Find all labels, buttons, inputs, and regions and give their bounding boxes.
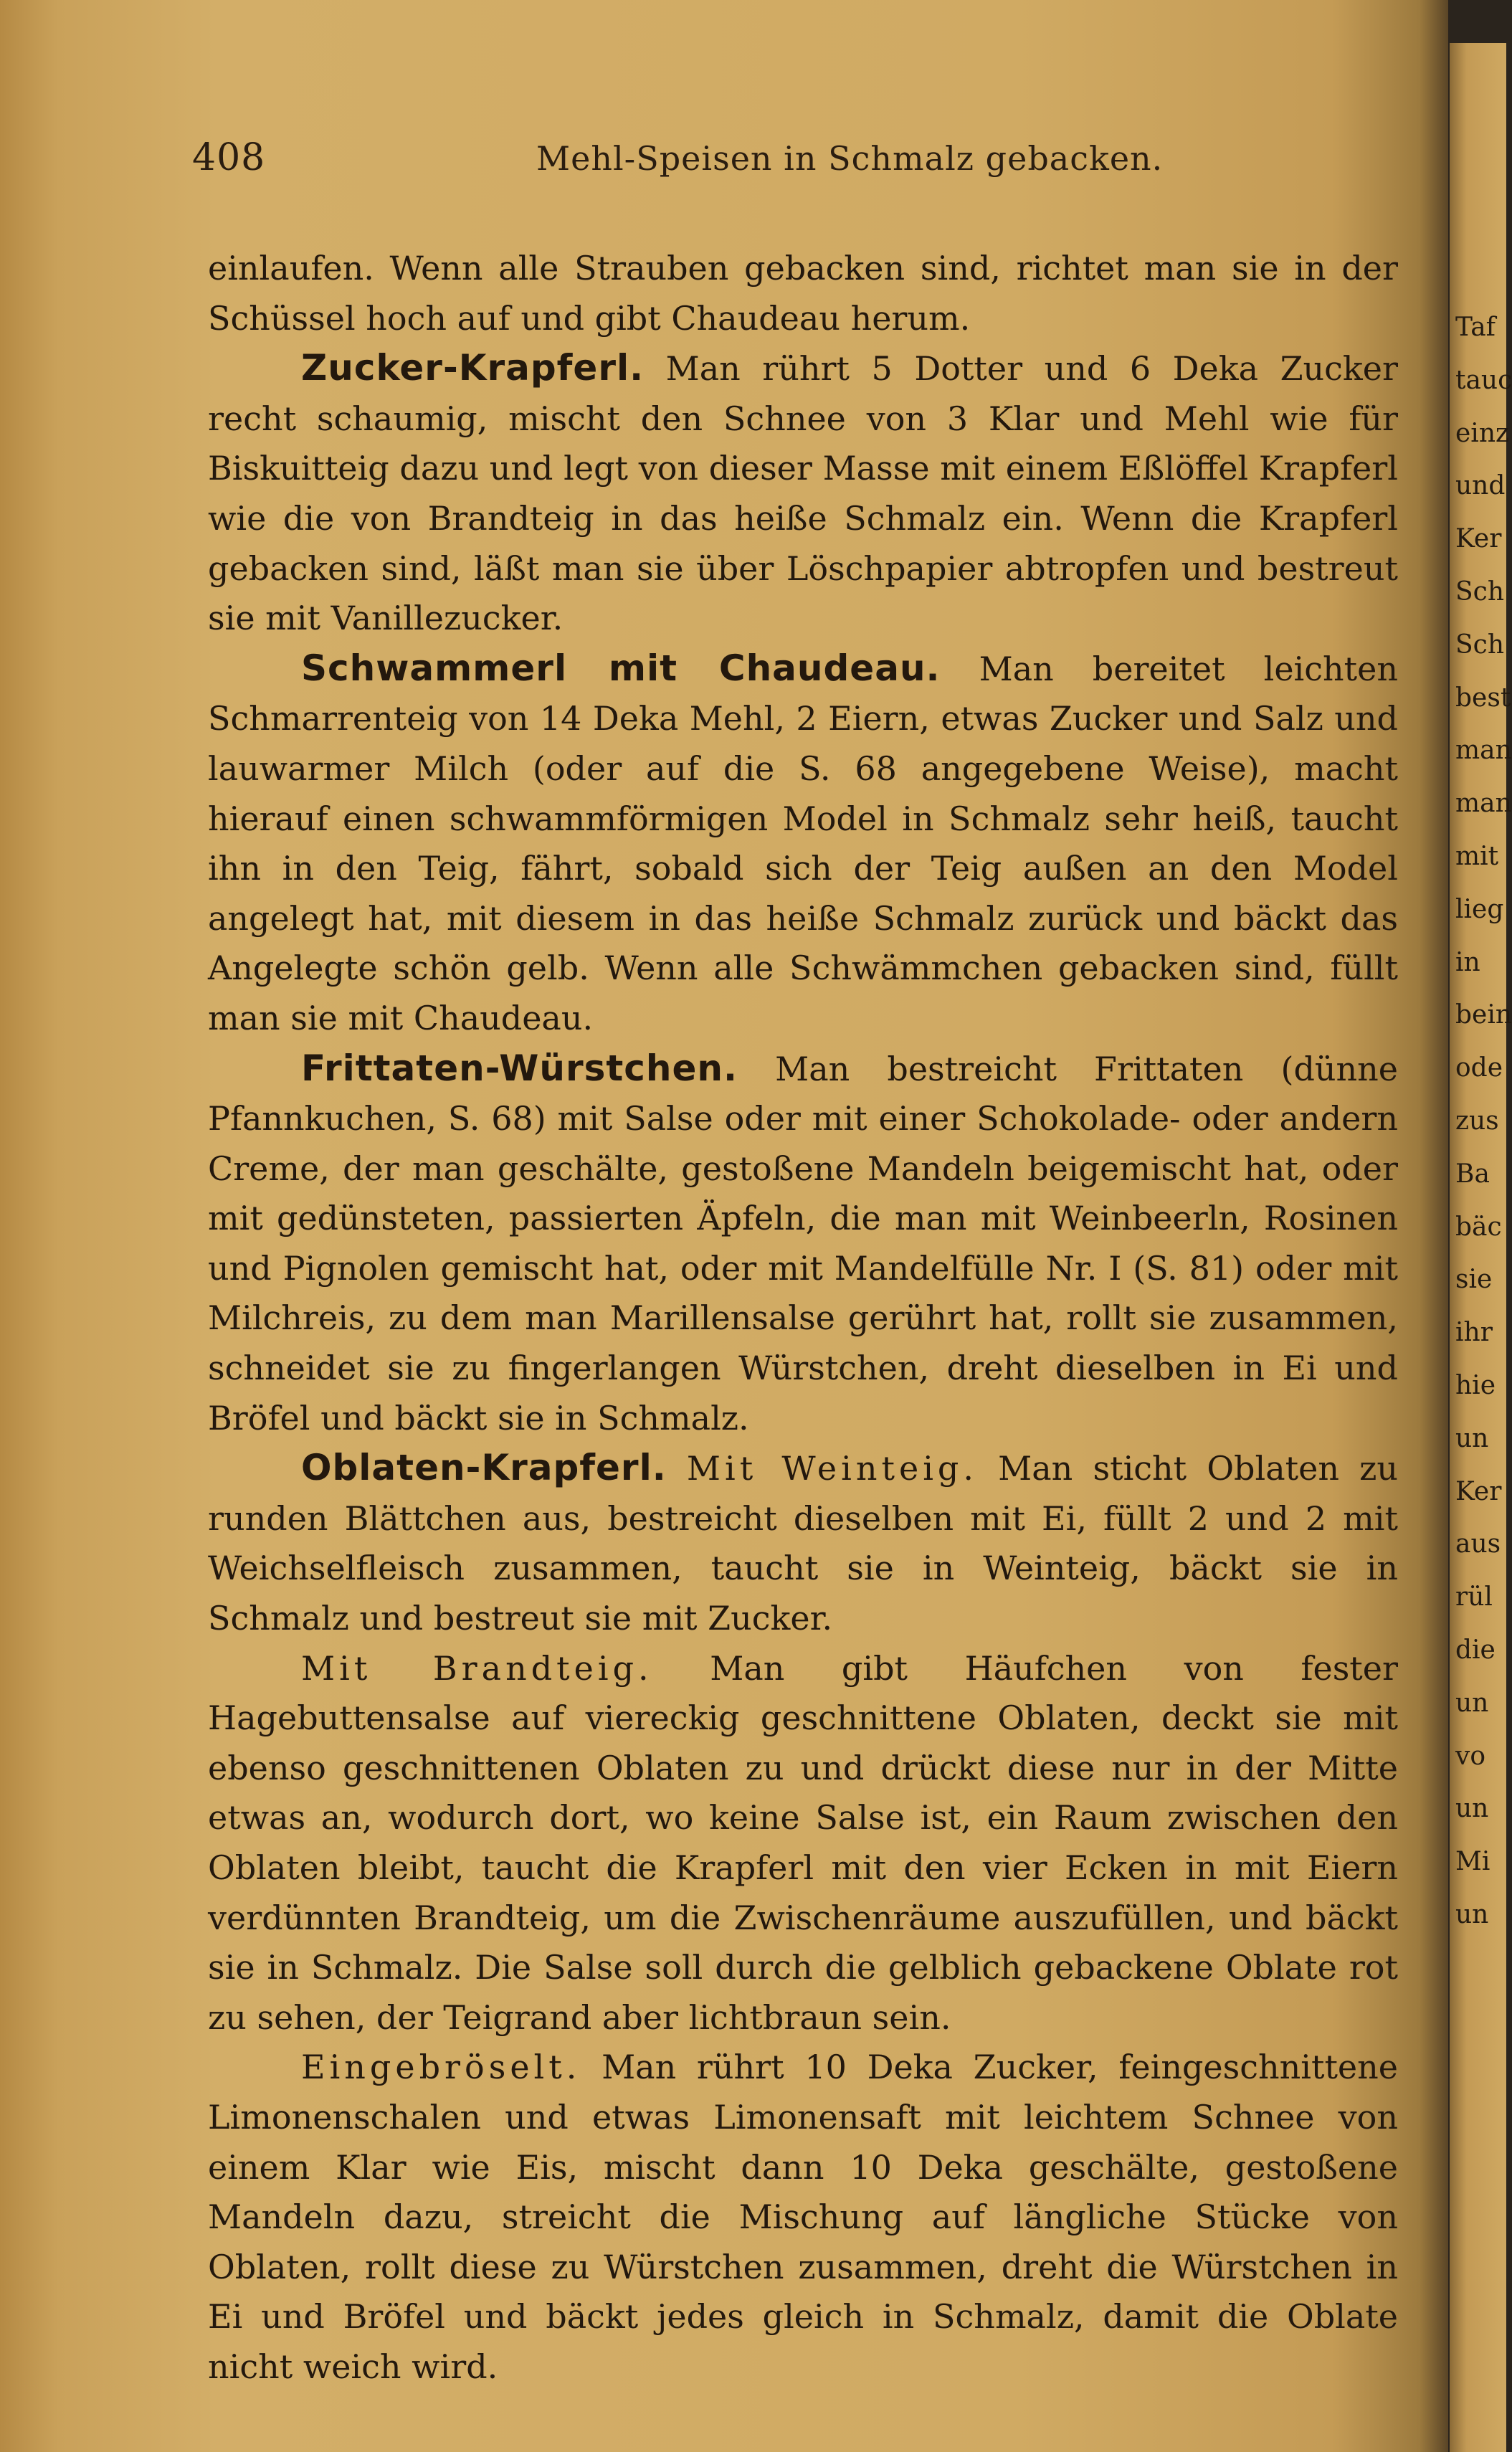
next-page-fragment: un [1455,1423,1489,1453]
next-page-fragment: Sch [1455,629,1505,660]
running-title: Mehl-Speisen in Schmalz gebacken. [536,139,1164,178]
next-page-fragment: die [1455,1635,1496,1665]
recipe-variant-eingebroeselt [208,2043,1398,2392]
recipe-heading: Frittaten-Würstchen. [301,1047,738,1089]
recipe-variant: Mit Brandteig. [301,1648,653,1688]
recipe-variant: Mit Weinteig. [686,1449,978,1488]
next-page-fragment: un [1455,1899,1489,1929]
recipe-variant-brandteig [208,1644,1398,2043]
next-page-fragment: ode [1455,1053,1503,1083]
page-number: 408 [192,136,266,179]
recipe-heading: Oblaten-Krapferl. [301,1447,667,1489]
next-page-fragment: Ba [1455,1159,1490,1189]
next-page-fragment: lieg [1455,894,1504,924]
recipe-text: Man sticht Oblaten zu runden Blättchen aus, bestreicht dieselben mit Ei, füllt 2 und 2 mit Weichselfleisch zusammen, taucht sie in Weinteig, bäckt sie in Schmalz und bestreut sie mit Zucker. [208,1449,1399,1638]
next-page-fragment: man [1455,789,1512,819]
next-page-fragment: Taf [1455,313,1496,342]
recipe-schwammerl [208,644,1398,1044]
next-page-fragment: hie [1455,1370,1496,1400]
next-page-fragment: Ker [1455,524,1502,554]
page-body [208,244,1398,2392]
next-page-fragment: Sch [1455,576,1505,607]
intro-paragraph: einlaufen. Wenn alle Strauben gebacken sind, richtet man sie in der Schüssel hoch auf und gibt Chaudeau herum. [208,249,1398,338]
next-page-fragment: in [1455,947,1480,977]
page-header [192,136,1411,194]
next-page-fragments [1455,301,1512,1942]
next-page-fragment: Mi [1455,1847,1490,1877]
next-page-fragment: einz [1455,418,1509,448]
next-page-fragment: tauc [1455,365,1512,395]
recipe-text: Man gibt Häufchen von fester Hagebuttensalse auf viereckig geschnittene Oblaten, deckt sie mit ebenso geschnittenen Oblaten zu und drückt diese nur in der Mitte etwas an, wodurch dort, wo keine Salse ist, ein Raum zwischen den Oblaten bleibt, taucht die Krapferl mit den vier Ecken in mit Eiern verdünnten Brandteig, um die Zwischenräume auszufüllen, und bäckt sie in Schmalz. Die Salse soll durch die gelblich gebackene Oblate rot zu sehen, der Teigrand aber lichtbraun sein. [208,1648,1399,2037]
next-page-fragment: Ker [1455,1476,1502,1506]
next-page-fragment: aus [1455,1529,1501,1559]
next-page-fragment: ihr [1455,1318,1493,1348]
recipe-oblaten-krapferl [208,1443,1398,1643]
next-page-fragment: rül [1455,1582,1493,1612]
next-page-fragment: und [1455,471,1506,501]
next-page-fragment: zus [1455,1106,1499,1136]
next-page-fragment: un [1455,1794,1489,1824]
next-page-fragment: bein [1455,1000,1512,1030]
recipe-text: Man rührt 5 Dotter und 6 Deka Zucker recht schaumig, mischt den Schnee von 3 Klar und Mehl wie für Biskuitteig dazu und legt von dieser Masse mit einem Eßlöffel Krapferl wie die von Brandteig in das heiße Schmalz ein. Wenn die Krapferl gebacken sind, läßt man sie über Löschpapier abtropfen und bestreut sie mit Vanillezucker. [208,349,1398,638]
next-page-fragment: un [1455,1688,1489,1718]
recipe-text: Man bereitet leichten Schmarrenteig von 14 Deka Mehl, 2 Eiern, etwas Zucker und Salz und lauwarmer Milch (oder auf die S. 68 angegebene Weise), macht hierauf einen schwammförmigen Model in Schmalz sehr heiß, taucht ihn in den Teig, fährt, sobald sich der Teig außen an den Model angelegt hat, mit diesem in das heiße Schmalz zurück und bäckt das Angelegte schön gelb. Wenn alle Schwämmchen gebacken sind, füllt man sie mit Chaudeau. [208,649,1398,1037]
recipe-heading: Schwammerl mit Chaudeau. [301,647,941,689]
next-page-fragment: vo [1455,1741,1486,1771]
recipe-heading: Zucker-Krapferl. [301,347,645,389]
recipe-text: Man rührt 10 Deka Zucker, feingeschnittene Limonenschalen und etwas Limonensaft mit leichtem Schnee von einem Klar wie Eis, mischt dann 10 Deka geschälte, gestoßene Mandeln dazu, streicht die Mischung auf längliche Stücke von Oblaten, rollt diese zu Würstchen zusammen, dreht die Würstchen in Ei und Bröfel und bäckt jedes gleich in Schmalz, damit die Oblate nicht weich wird. [208,2048,1398,2386]
recipe-variant: Eingebröselt. [301,2048,581,2087]
next-page-fragment: mit [1455,841,1499,871]
next-page-fragment: sie [1455,1265,1493,1295]
recipe-zucker-krapferl [208,343,1398,644]
recipe-frittaten-wuerstchen [208,1044,1398,1444]
next-page-fragment: best [1455,683,1511,713]
recipe-text: Man bestreicht Frittaten (dünne Pfannkuchen, S. 68) mit Salse oder mit einer Schokolade- oder andern Creme, der man geschälte, gestoßene Mandeln beigemischt hat, oder mit gedünsteten, passierten Äpfeln, die man mit Weinbeerln, Rosinen und Pignolen gemischt hat, oder mit Mandelfülle Nr. I (S. 81) oder mit Milchreis, zu dem man Marillensalse gerührt hat, rollt sie zusammen, schneidet sie zu fingerlangen Würstchen, dreht dieselben in Ei und Bröfel und bäckt sie in Schmalz. [208,1049,1398,1438]
next-page-fragment: man [1455,736,1512,766]
next-page-fragment: bäc [1455,1212,1502,1242]
